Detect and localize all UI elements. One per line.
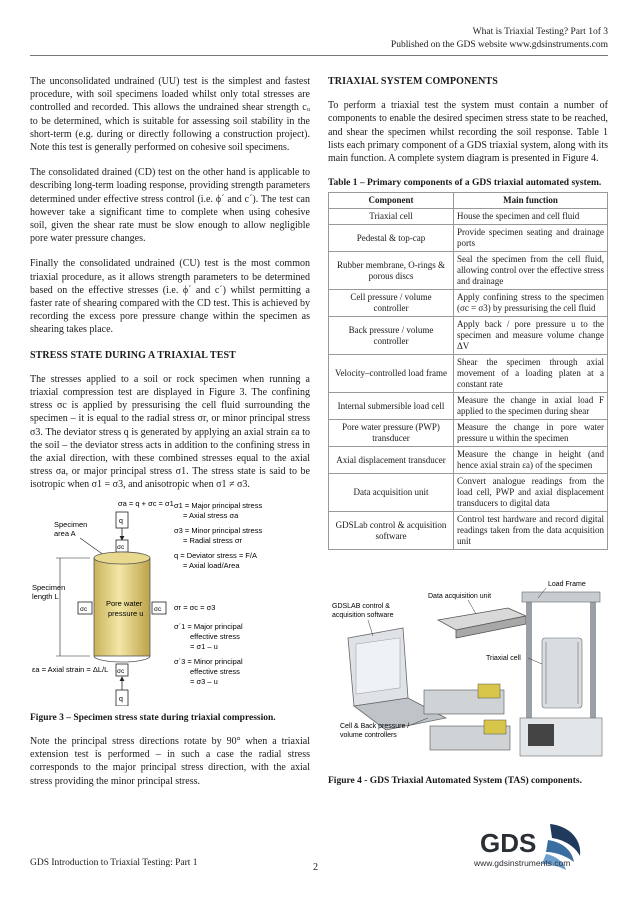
table-cell-function: Shear the specimen through axial movement of a loading platen at a constant rate	[454, 355, 608, 393]
header-title: What is Triaxial Testing? Part 1of 3	[472, 27, 608, 37]
gdslab-label-2: acquisition software	[332, 612, 394, 620]
figure-4-photo	[328, 578, 608, 763]
legend-sigma3-eff: σ´3 = Minor principal	[174, 656, 243, 666]
components-table	[328, 192, 608, 550]
table-row	[329, 209, 608, 225]
gds-website-url: www.gdsinstruments.com	[474, 858, 571, 868]
specimen-length-label: Specimen	[32, 582, 66, 592]
table-cell-component: Pedestal & top-cap	[329, 225, 454, 252]
right-sigma-c-label: σc	[154, 605, 162, 613]
paragraph-cu: Finally the consolidated undrained (CU) test is the most common triaxial procedure, as it allows strength parameters to be determined based on the effective stresses (i.e. ϕ´ and c´) whilst permitting a faster rate of shearing compared with the CD test. This is achieved by recording the excess pore pressure change within the specimen as shearing takes place.	[30, 258, 310, 336]
table-row	[329, 447, 608, 474]
table-cell-component: Internal submersible load cell	[329, 393, 454, 420]
table-cell-component: Axial displacement transducer	[329, 447, 454, 474]
left-column	[30, 75, 310, 800]
table-cell-function: Convert analogue readings from the load cell, PWP and axial displacement transducers to digital data	[454, 474, 608, 512]
top-q-label: q	[119, 517, 123, 525]
axial-strain-label: εa = Axial strain = ΔL/L	[32, 664, 109, 674]
specimen-bottom-edge	[94, 656, 150, 662]
table-row	[329, 317, 608, 355]
table-row	[329, 225, 608, 252]
table-cell-function: Seal the specimen from the cell fluid, allowing control over the effective stress and drainage	[454, 252, 608, 290]
top-sigma-c-label: σc	[117, 543, 125, 551]
pore-pressure-label: pressure u	[108, 608, 144, 618]
gdslab-label-1: GDSLAB control &	[332, 603, 390, 611]
length-l-label: length L	[32, 591, 59, 601]
page-number: 2	[313, 862, 318, 873]
table-cell-component: Back pressure / volume controller	[329, 317, 454, 355]
legend-eff-stress-3: effective stress	[190, 666, 240, 676]
table-header-component: Component	[329, 193, 454, 209]
table-row	[329, 512, 608, 550]
legend-axial-load-area: = Axial load/Area	[183, 560, 240, 570]
figure-4-caption: Figure 4 - GDS Triaxial Automated System (TAS) components.	[328, 776, 582, 787]
table-cell-function: Measure the change in height (and hence axial strain εa) of the specimen	[454, 447, 608, 474]
section-heading-components: TRIAXIAL SYSTEM COMPONENTS	[328, 76, 498, 87]
gds-logo-svg	[430, 818, 610, 878]
axial-stress-equation: σa = q + σc = σ1	[118, 498, 174, 508]
area-a-label: area A	[54, 528, 76, 538]
controllers-label-2: volume controllers	[340, 732, 397, 740]
table-cell-component: Velocity–controlled load frame	[329, 355, 454, 393]
header-publisher: Published on the GDS website www.gdsinstruments.com	[390, 40, 608, 50]
paragraph-stress: The stresses applied to a soil or rock specimen when running a triaxial compression test are displayed in Figure 3. The confining stress σc is applied by pressurising the cell fluid surrounding the specimen – it is equal to the radial stress σr, or minor principal stress σ3. The deviator stress q is generated by applying an axial strain εa to the soil – the deviator stress acts in addition to the confining stress in the axial direction, with these combined stresses equal to the axial stress σa, or major principal stress σ1. The stress state is said to be isotropic when σ1 = σ3, and anisotropic when σ1 ≠ σ3.	[30, 373, 310, 491]
section-heading-stress: STRESS STATE DURING A TRIAXIAL TEST	[30, 349, 236, 361]
legend-sigma3: σ3 = Minor principal stress	[174, 525, 263, 535]
stress-state-svg	[30, 496, 310, 706]
table-cell-function: Provide specimen seating and drainage ports	[454, 225, 608, 252]
specimen-area-label: Specimen	[54, 519, 88, 529]
table-cell-component: Cell pressure / volume controller	[329, 290, 454, 317]
legend-deviator: q = Deviator stress = F/A	[174, 550, 257, 560]
load-frame-image	[520, 592, 602, 756]
table-row	[329, 393, 608, 420]
table-row	[329, 252, 608, 290]
legend-sigma1-minus-u: = σ1 – u	[190, 641, 218, 651]
legend-radial-stress: = Radial stress σr	[183, 535, 243, 545]
table-cell-component: GDSLab control & acquisition software	[329, 512, 454, 550]
page-header	[391, 26, 608, 52]
table-cell-function: Measure the change in axial load F applied to the specimen during shear	[454, 393, 608, 420]
legend-sigma1-eff: σ´1 = Major principal	[174, 621, 243, 631]
legend-radial-equality: σr = σc = σ3	[174, 602, 216, 612]
paragraph-extension: Note the principal stress directions rotate by 90° when a triaxial extension test is performed – in such a case the radial stress corresponds to the major principal stress direction, with the axial stress providing the minor principal stress.	[30, 735, 310, 787]
table-row	[329, 474, 608, 512]
header-rule	[30, 55, 608, 56]
table-cell-function: Measure the change in pore water pressure u within the specimen	[454, 420, 608, 447]
laptop-image	[348, 628, 446, 730]
left-sigma-c-label: σc	[80, 605, 88, 613]
gds-logo-text: GDS	[480, 828, 537, 858]
data-acquisition-unit-image	[438, 608, 526, 638]
footer-title: GDS Introduction to Triaxial Testing: Part 1	[30, 858, 198, 868]
table-row	[329, 420, 608, 447]
table-cell-function: House the specimen and cell fluid	[454, 209, 608, 225]
controllers-label-1: Cell & Back pressure /	[340, 723, 410, 731]
pore-water-label: Pore water	[106, 598, 143, 608]
figure-3-caption: Figure 3 – Specimen stress state during triaxial compression.	[30, 712, 276, 723]
table-row	[329, 290, 608, 317]
triaxial-cell-label: Triaxial cell	[486, 655, 521, 663]
table-row	[329, 355, 608, 393]
paragraph-components: To perform a triaxial test the system must contain a number of components to enable the desired specimen stress state to be reached, and shear the specimen whilst recording the soil response. Table 1 lists each primary component of a GDS triaxial system, along with its main function. A complete system diagram is presented in Figure 4.	[328, 100, 608, 165]
table-cell-function: Control test hardware and record digital readings taken from the data acquisition unit	[454, 512, 608, 550]
table-header-row	[329, 193, 608, 209]
table-cell-component: Triaxial cell	[329, 209, 454, 225]
bottom-sigma-c-label: σc	[117, 667, 125, 675]
legend-sigma3-minus-u: = σ3 – u	[190, 676, 218, 686]
legend-eff-stress-1: effective stress	[190, 631, 240, 641]
table-1-caption: Table 1 – Primary components of a GDS triaxial automated system.	[328, 178, 602, 189]
paragraph-uu: The unconsolidated undrained (UU) test is the simplest and fastest procedure, with soil specimens loaded whilst only total stresses are controlled and recorded. This allows the undrained shear strength cᵤ to be determined, which is suitable for assessing soil stability in the short-term (e.g. during or directly following a construction project). Note this test is generally performed on cohesive soil specimens.	[30, 76, 310, 154]
table-header-function: Main function	[454, 193, 608, 209]
table-cell-component: Data acquisition unit	[329, 474, 454, 512]
gds-logo	[430, 818, 610, 878]
table-cell-component: Pore water pressure (PWP) transducer	[329, 420, 454, 447]
system-components-svg	[328, 578, 608, 763]
paragraph-cd: The consolidated drained (CD) test on the other hand is applicable to describing long-term loading response, providing strength parameters determined under effective stress control (i.e. ϕ´ and c´). The test can however take a significant time to complete when using cohesive soil, given the shear rate must be slow enough to allow negligible pore water pressure changes.	[30, 167, 310, 245]
right-column	[328, 75, 608, 799]
load-frame-label: Load Frame	[548, 581, 586, 589]
figure-3-diagram	[30, 496, 310, 706]
legend-sigma1: σ1 = Major principal stress	[174, 500, 263, 510]
table-cell-function: Apply confining stress to the specimen (σc = σ3) by pressurising the cell fluid	[454, 290, 608, 317]
dau-label: Data acquisition unit	[428, 593, 492, 601]
table-cell-function: Apply back / pore pressure u to the specimen and measure volume change ΔV	[454, 317, 608, 355]
specimen-top-face	[94, 552, 150, 564]
bottom-q-label: q	[119, 695, 123, 703]
table-cell-component: Rubber membrane, O-rings & porous discs	[329, 252, 454, 290]
legend-axial-stress: = Axial stress σa	[183, 510, 239, 520]
